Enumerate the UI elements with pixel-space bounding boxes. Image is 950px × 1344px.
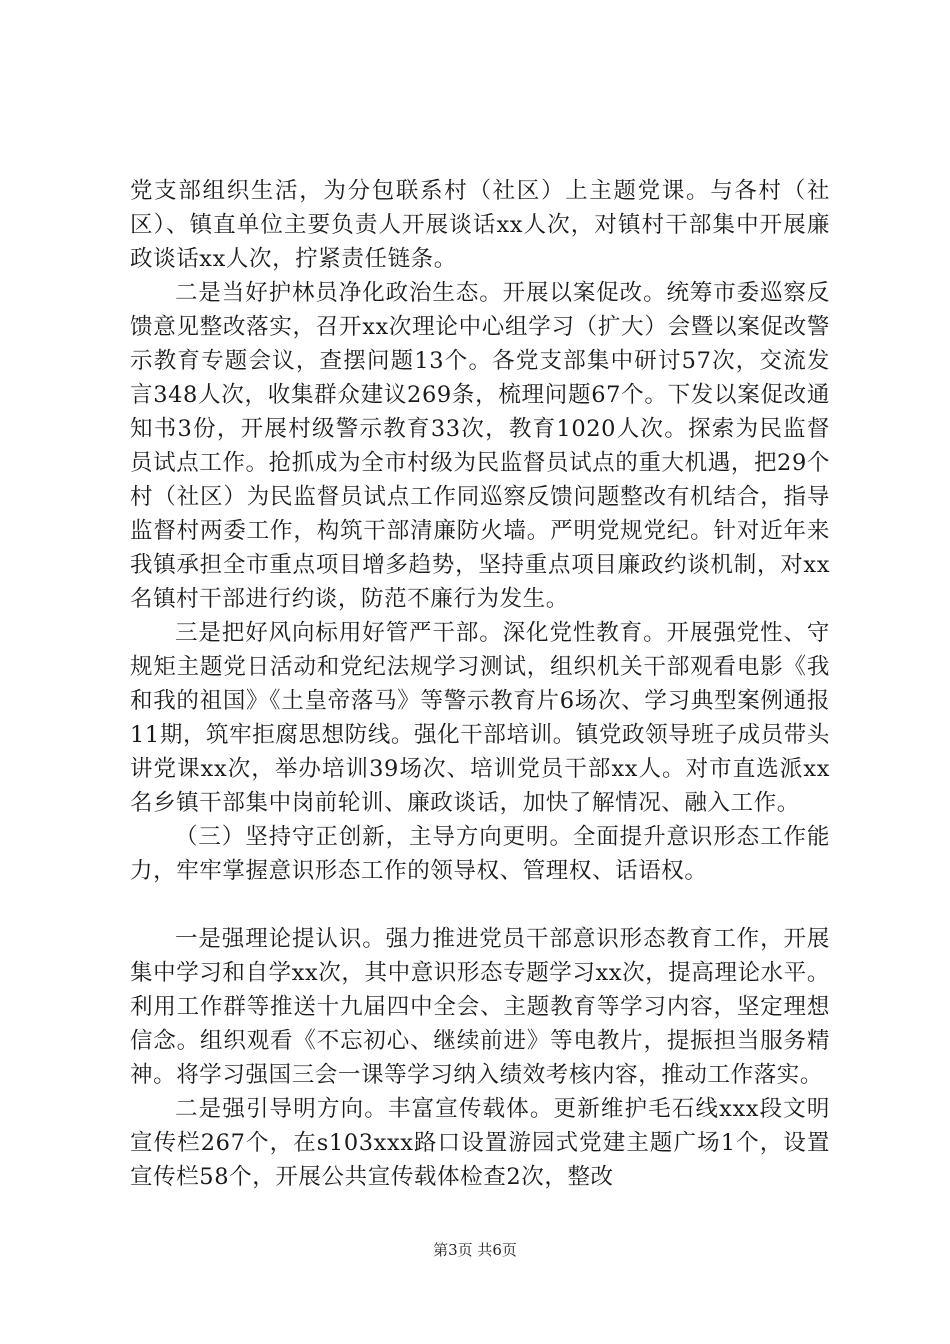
document-body bbox=[130, 174, 830, 1194]
paragraph-gap bbox=[130, 888, 830, 922]
paragraph-theory: 一是强理论提认识。强力推进党员干部意识形态教育工作，开展集中学习和自学xx次，其中意识形态专题学习xx次，提高理论水平。利用工作群等推送十九届四中全会、主题教育等学习内容，坚定理想信念。组织观看《不忘初心、继续前进》等电教片，提振担当服务精神。将学习强国三会一课等学习纳入绩效考核内容，推动工作落实。 bbox=[130, 926, 830, 1088]
section-heading-innovation: （三）坚持守正创新，主导方向更明。全面提升意识形态工作能力，牢牢掌握意识形态工作的领导权、管理权、话语权。 bbox=[130, 824, 830, 884]
paragraph-wind-vane: 三是把好风向标用好管严干部。深化党性教育。开展强党性、守规矩主题党日活动和党纪法规学习测试，组织机关干部观看电影《我和我的祖国》《土皇帝落马》等警示教育片6场次、学习典型案例通报11期，筑牢拒腐思想防线。强化干部培训。镇党政领导班子成员带头讲党课xx次，举办培训39场次、培训党员干部xx人。对市直选派xx名乡镇干部集中岗前轮训、廉政谈话，加快了解情况、融入工作。 bbox=[130, 620, 830, 816]
page-footer: 第3页 共6页 bbox=[433, 1241, 517, 1259]
paragraph-guidance: 二是强引导明方向。丰富宣传载体。更新维护毛石线xxx段文明宣传栏267个，在s103xxx路口设置游园式党建主题广场1个，设置宣传栏58个，开展公共宣传载体检查2次，整改 bbox=[130, 1096, 830, 1190]
paragraph-forest-ranger: 二是当好护林员净化政治生态。开展以案促改。统筹市委巡察反馈意见整改落实，召开xx次理论中心组学习（扩大）会暨以案促改警示教育专题会议，查摆问题13个。各党支部集中研讨57次，交流发言348人次，收集群众建议269条，梳理问题67个。下发以案促改通知书3份，开展村级警示教育33次，教育1020人次。探索为民监督员试点工作。抢抓成为全市村级为民监督员试点的重大机遇，把29个村（社区）为民监督员试点工作同巡察反馈问题整改有机结合，指导监督村两委工作，构筑干部清廉防火墙。严明党规党纪。针对近年来我镇承担全市重点项目增多趋势，坚持重点项目廉政约谈机制，对xx名镇村干部进行约谈，防范不廉行为发生。 bbox=[130, 280, 830, 612]
paragraph-continuation: 党支部组织生活，为分包联系村（社区）上主题党课。与各村（社区）、镇直单位主要负责人开展谈话xx人次，对镇村干部集中开展廉政谈话xx人次，拧紧责任链条。 bbox=[130, 178, 830, 272]
